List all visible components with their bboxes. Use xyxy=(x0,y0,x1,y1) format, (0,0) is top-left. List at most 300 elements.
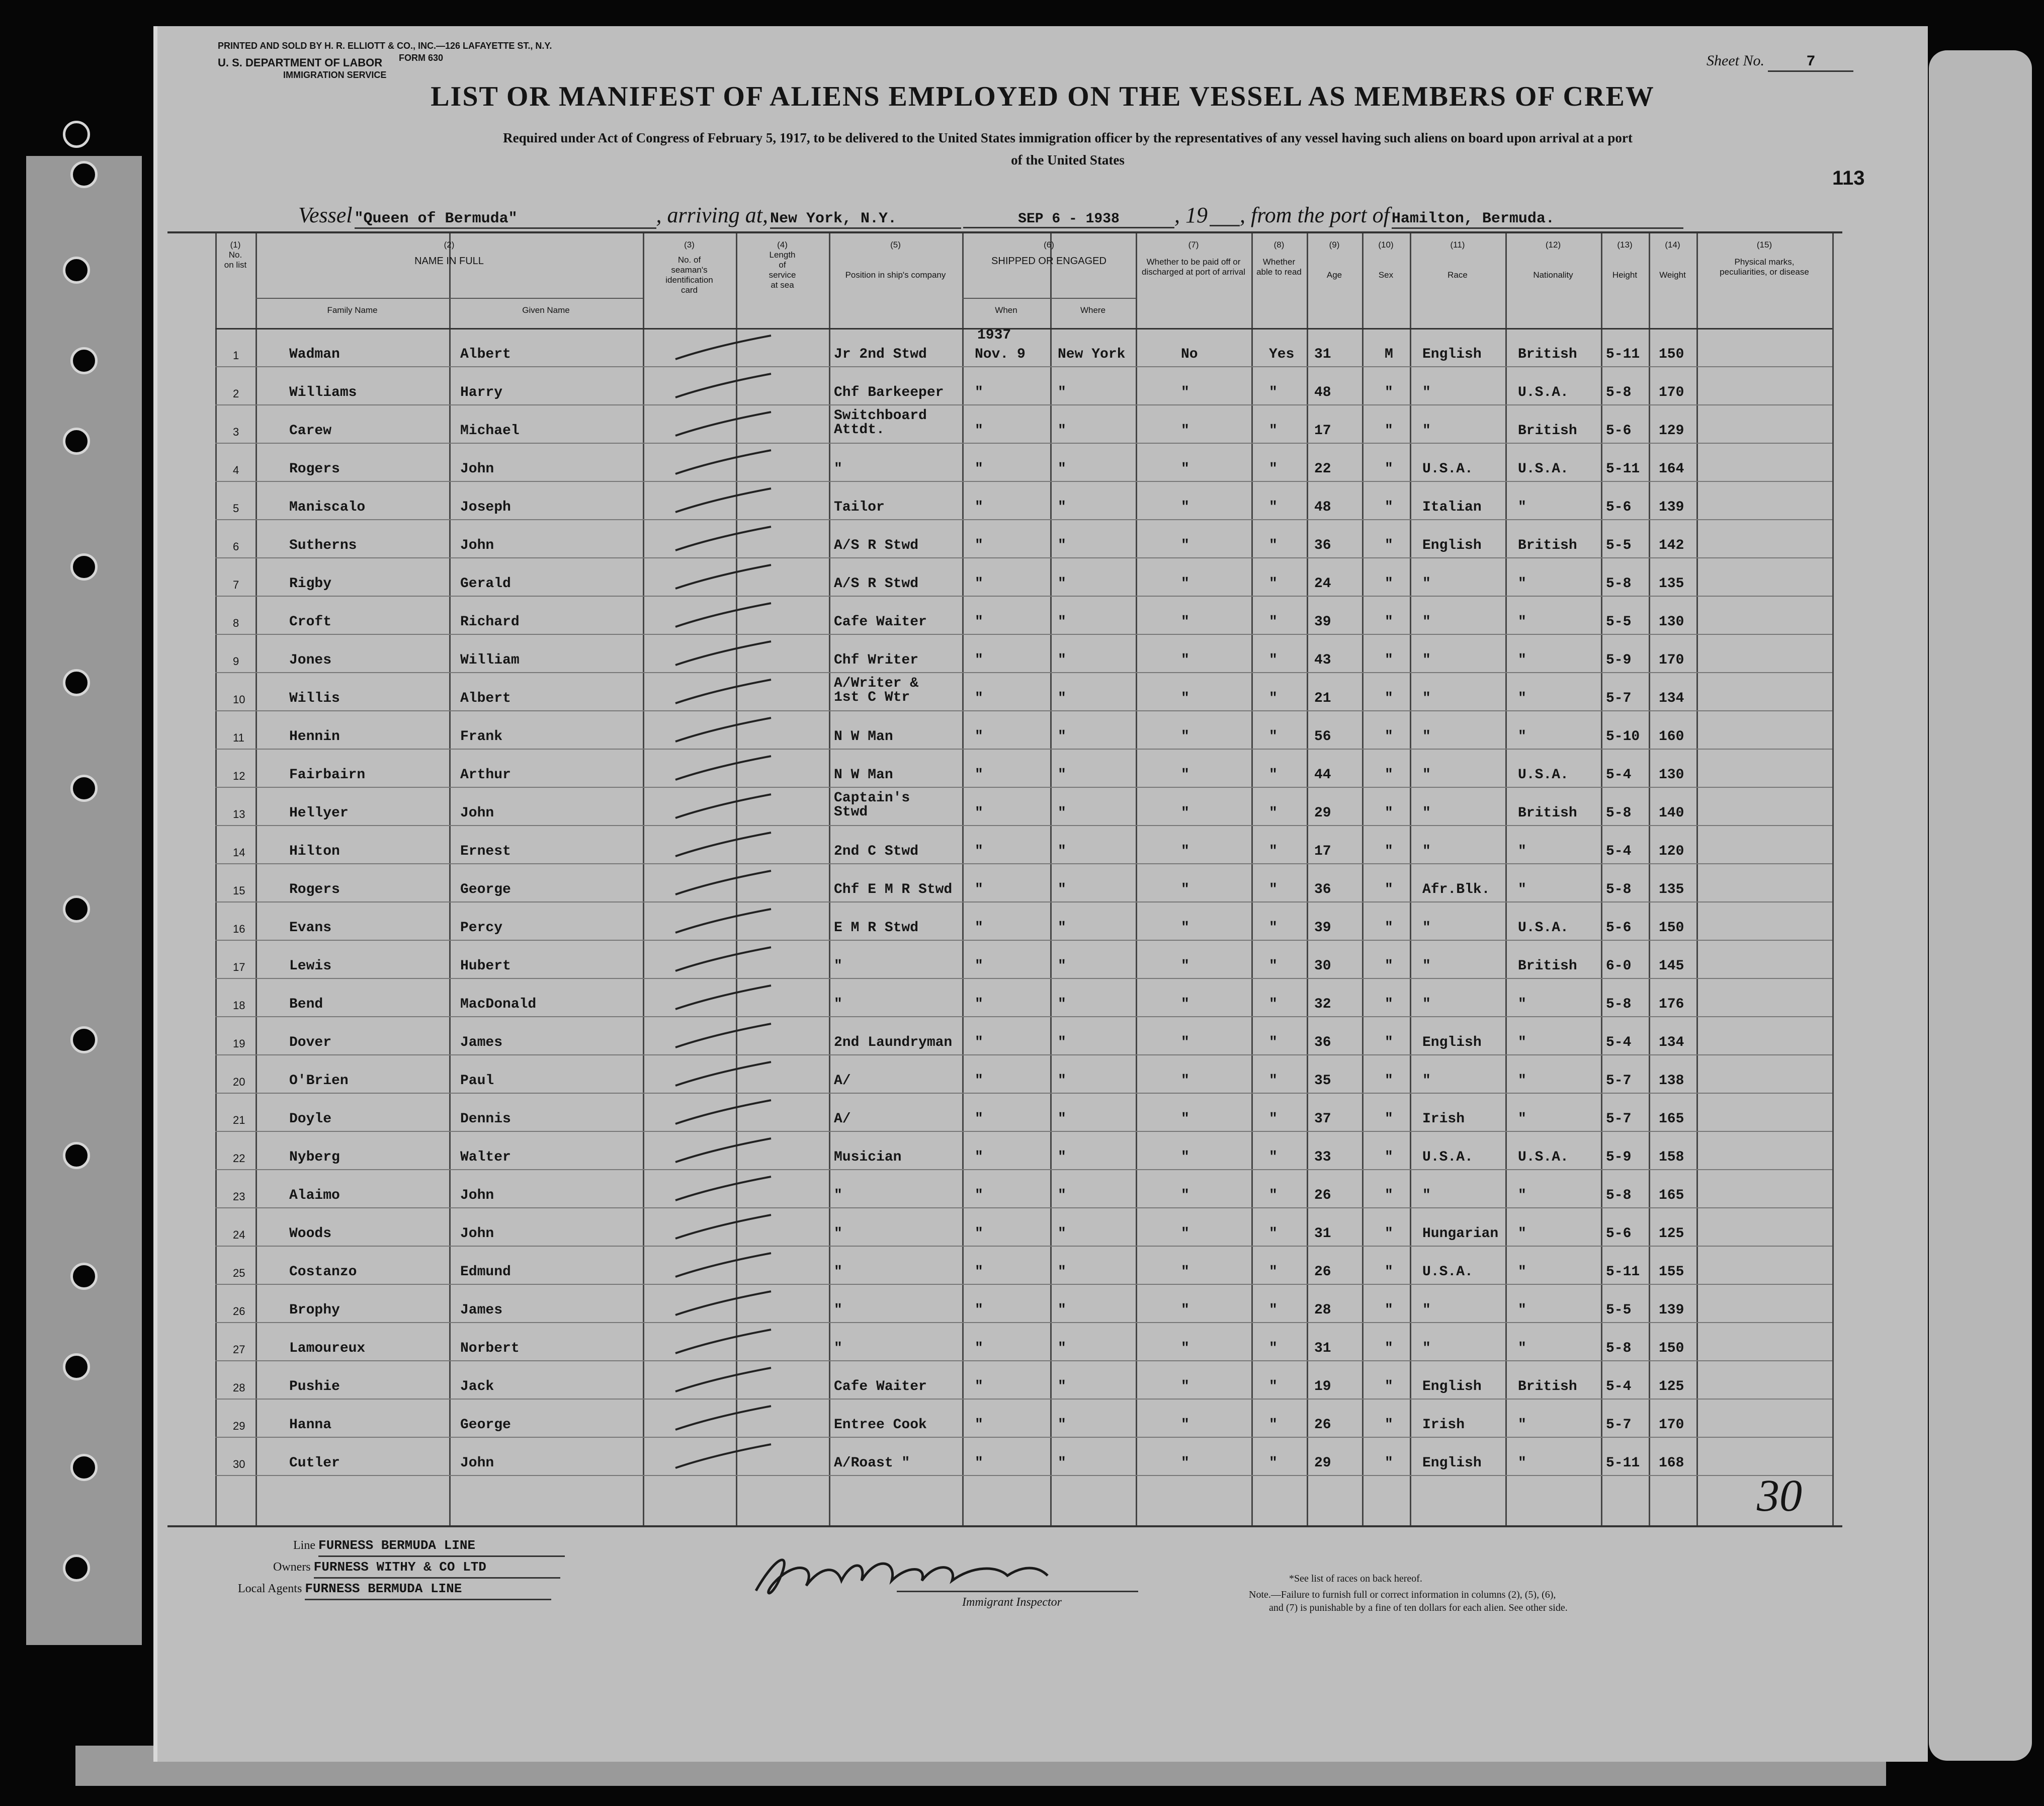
cell-family: O'Brien xyxy=(289,1073,349,1089)
cell-weight: 165 xyxy=(1659,1111,1684,1127)
cell-height: 5-8 xyxy=(1606,997,1632,1012)
cell-age: 33 xyxy=(1314,1150,1331,1165)
cell-given: Albert xyxy=(460,347,511,362)
cell-race: " xyxy=(1422,1073,1431,1089)
column-rule xyxy=(829,231,830,1525)
footer-labels xyxy=(228,1535,565,1600)
cell-age: 31 xyxy=(1314,1341,1331,1356)
column-rule xyxy=(1601,231,1602,1525)
cell-where: " xyxy=(1058,729,1066,745)
cell-nationality: British xyxy=(1518,423,1577,439)
cell-age: 37 xyxy=(1314,1111,1331,1127)
cell-where: " xyxy=(1058,1226,1066,1242)
cell-when: " xyxy=(975,805,983,821)
cell-sex: " xyxy=(1385,844,1393,859)
cell-height: 5-4 xyxy=(1606,1035,1632,1050)
cell-given: Dennis xyxy=(460,1111,511,1127)
cell-given: Michael xyxy=(460,423,520,439)
cell-paid: " xyxy=(1181,385,1189,400)
cell-position-line2: 1st C Wtr xyxy=(834,690,910,705)
cell-weight: 140 xyxy=(1659,805,1684,821)
id-card-check-mark xyxy=(670,983,776,1013)
cell-race: English xyxy=(1422,1035,1482,1050)
cell-where: " xyxy=(1058,423,1066,439)
col-header-name: (2) NAME IN FULL xyxy=(414,240,484,267)
column-rule xyxy=(1505,231,1507,1525)
cell-height: 5-6 xyxy=(1606,423,1632,439)
cell-given: John xyxy=(460,461,494,477)
cell-weight: 129 xyxy=(1659,423,1684,439)
cell-no: 19 xyxy=(233,1037,245,1050)
cell-age: 35 xyxy=(1314,1073,1331,1089)
cell-no: 10 xyxy=(233,693,245,706)
cell-paid: " xyxy=(1181,461,1189,477)
cell-read: " xyxy=(1269,1188,1278,1203)
cell-nationality: U.S.A. xyxy=(1518,385,1569,400)
cell-when: " xyxy=(975,882,983,897)
row-rule xyxy=(215,1169,1832,1170)
cell-sex: " xyxy=(1385,1417,1393,1433)
cell-position: 2nd Laundryman xyxy=(834,1035,953,1050)
cell-no: 26 xyxy=(233,1305,245,1318)
punch-hole xyxy=(63,121,90,148)
col-header-family-name: Family Name xyxy=(327,305,378,315)
cell-paid: " xyxy=(1181,1188,1189,1203)
cell-no: 6 xyxy=(233,540,239,553)
col-header-no: (1) No. on list xyxy=(224,240,247,270)
cell-where: " xyxy=(1058,997,1066,1012)
cell-weight: 145 xyxy=(1659,958,1684,974)
cell-nationality: British xyxy=(1518,958,1577,974)
cell-when: " xyxy=(975,958,983,974)
cell-family: Rogers xyxy=(289,461,340,477)
cell-sex: " xyxy=(1385,729,1393,745)
cell-given: Jack xyxy=(460,1379,494,1394)
cell-given: William xyxy=(460,652,520,668)
row-rule xyxy=(215,825,1832,826)
cell-where: " xyxy=(1058,1150,1066,1165)
cell-given: John xyxy=(460,1455,494,1471)
cell-paid: " xyxy=(1181,767,1189,783)
id-card-check-mark xyxy=(670,792,776,822)
cell-read: " xyxy=(1269,1379,1278,1394)
column-rule xyxy=(1362,231,1364,1525)
penalty-note: Note.—Failure to furnish full or correct information in columns (2), (5), (6), and (7) is punishable by a fine of ten dollars for each alien. See other side. xyxy=(1249,1589,1568,1613)
cell-family: Williams xyxy=(289,385,357,400)
cell-no: 30 xyxy=(233,1458,245,1470)
cell-read: " xyxy=(1269,423,1278,439)
cell-age: 39 xyxy=(1314,920,1331,936)
cell-age: 43 xyxy=(1314,652,1331,668)
col-header-shipped: (6) SHIPPED OR ENGAGED xyxy=(991,240,1106,267)
cell-nationality: " xyxy=(1518,997,1526,1012)
cell-race: " xyxy=(1422,1302,1431,1318)
cell-family: Dover xyxy=(289,1035,332,1050)
cell-sex: " xyxy=(1385,423,1393,439)
vessel-name: "Queen of Bermuda" xyxy=(355,210,656,229)
cell-age: 48 xyxy=(1314,500,1331,515)
cell-when: " xyxy=(975,1417,983,1433)
cell-race: Irish xyxy=(1422,1111,1465,1127)
cell-where: " xyxy=(1058,1264,1066,1280)
cell-race: " xyxy=(1422,844,1431,859)
cell-race: " xyxy=(1422,614,1431,630)
cell-weight: 165 xyxy=(1659,1188,1684,1203)
cell-age: 28 xyxy=(1314,1302,1331,1318)
cell-weight: 160 xyxy=(1659,729,1684,745)
cell-position: Tailor xyxy=(834,500,885,515)
punch-hole xyxy=(70,347,98,374)
id-card-check-mark xyxy=(670,448,776,478)
row-rule xyxy=(215,940,1832,941)
cell-position: Musician xyxy=(834,1150,902,1165)
row-rule xyxy=(215,978,1832,979)
cell-age: 36 xyxy=(1314,1035,1331,1050)
cell-family: Hilton xyxy=(289,844,340,859)
cell-read: " xyxy=(1269,805,1278,821)
cell-given: James xyxy=(460,1302,503,1318)
cell-where: " xyxy=(1058,805,1066,821)
cell-read: " xyxy=(1269,576,1278,592)
cell-when: " xyxy=(975,1073,983,1089)
cell-read: " xyxy=(1269,1150,1278,1165)
cell-when: " xyxy=(975,423,983,439)
cell-age: 24 xyxy=(1314,576,1331,592)
cell-no: 29 xyxy=(233,1420,245,1432)
cell-nationality: " xyxy=(1518,1188,1526,1203)
id-card-check-mark xyxy=(670,868,776,898)
cell-paid: " xyxy=(1181,423,1189,439)
cell-given: George xyxy=(460,1417,511,1433)
cell-when: " xyxy=(975,1379,983,1394)
cell-paid: " xyxy=(1181,652,1189,668)
cell-position: N W Man xyxy=(834,767,893,783)
cell-read: " xyxy=(1269,997,1278,1012)
cell-sex: " xyxy=(1385,1264,1393,1280)
row-rule xyxy=(215,787,1832,788)
cell-race: " xyxy=(1422,805,1431,821)
cell-nationality: " xyxy=(1518,844,1526,859)
cell-age: 36 xyxy=(1314,538,1331,553)
cell-sex: " xyxy=(1385,691,1393,706)
cell-height: 5-6 xyxy=(1606,1226,1632,1242)
cell-paid: " xyxy=(1181,1111,1189,1127)
cell-weight: 134 xyxy=(1659,1035,1684,1050)
cell-weight: 150 xyxy=(1659,920,1684,936)
cell-race: English xyxy=(1422,1379,1482,1394)
cell-sex: " xyxy=(1385,576,1393,592)
department-label: U. S. DEPARTMENT OF LABOR xyxy=(218,56,383,69)
cell-position: E M R Stwd xyxy=(834,920,919,936)
cell-position: " xyxy=(834,958,842,974)
cell-sex: " xyxy=(1385,1073,1393,1089)
id-card-check-mark xyxy=(670,1098,776,1128)
cell-age: 29 xyxy=(1314,805,1331,821)
cell-age: 36 xyxy=(1314,882,1331,897)
cell-nationality: " xyxy=(1518,1341,1526,1356)
id-card-check-mark xyxy=(670,409,776,440)
cell-read: " xyxy=(1269,385,1278,400)
cell-family: Fairbairn xyxy=(289,767,366,783)
cell-when: " xyxy=(975,1188,983,1203)
owners-value: FURNESS WITHY & CO LTD xyxy=(314,1557,560,1579)
cell-weight: 125 xyxy=(1659,1226,1684,1242)
cell-nationality: U.S.A. xyxy=(1518,1150,1569,1165)
cell-read: " xyxy=(1269,844,1278,859)
column-rule xyxy=(643,231,644,1525)
cell-age: 44 xyxy=(1314,767,1331,783)
punch-hole xyxy=(63,428,90,455)
cell-age: 26 xyxy=(1314,1264,1331,1280)
cell-paid: " xyxy=(1181,1264,1189,1280)
cell-weight: 130 xyxy=(1659,767,1684,783)
id-card-check-mark xyxy=(670,754,776,784)
cell-race: " xyxy=(1422,1341,1431,1356)
inspector-label: Immigrant Inspector xyxy=(962,1596,1062,1609)
cell-weight: 168 xyxy=(1659,1455,1684,1471)
cell-age: 19 xyxy=(1314,1379,1331,1394)
cell-sex: " xyxy=(1385,767,1393,783)
sheet-number-label: Sheet No. 7 xyxy=(1707,52,1853,72)
cell-height: 5-11 xyxy=(1606,461,1640,477)
cell-race: " xyxy=(1422,1188,1431,1203)
cell-where: " xyxy=(1058,538,1066,553)
page-number: 113 xyxy=(1832,167,1865,189)
cell-given: Frank xyxy=(460,729,503,745)
cell-height: 5-7 xyxy=(1606,1111,1632,1127)
cell-weight: 139 xyxy=(1659,1302,1684,1318)
cell-nationality: " xyxy=(1518,500,1526,515)
col-header-position: (5) Position in ship's company xyxy=(845,240,946,280)
cell-family: Evans xyxy=(289,920,332,936)
cell-no: 17 xyxy=(233,961,245,973)
cell-position: Cafe Waiter xyxy=(834,614,927,630)
cell-read: " xyxy=(1269,538,1278,553)
row-rule xyxy=(215,749,1832,750)
cell-paid: " xyxy=(1181,1455,1189,1471)
cell-nationality: " xyxy=(1518,1264,1526,1280)
id-card-check-mark xyxy=(670,1442,776,1472)
cell-age: 21 xyxy=(1314,691,1331,706)
column-rule xyxy=(1410,231,1411,1525)
column-rule xyxy=(1136,231,1137,1525)
cell-where: " xyxy=(1058,576,1066,592)
cell-read: " xyxy=(1269,461,1278,477)
cell-no: 23 xyxy=(233,1190,245,1203)
cell-when: " xyxy=(975,691,983,706)
cell-position: Chf E M R Stwd xyxy=(834,882,953,897)
cell-given: Harry xyxy=(460,385,503,400)
row-rule xyxy=(215,404,1832,405)
id-card-check-mark xyxy=(670,907,776,937)
cell-position: Entree Cook xyxy=(834,1417,927,1433)
cell-position: A/S R Stwd xyxy=(834,538,919,553)
cell-no: 13 xyxy=(233,808,245,820)
agents-label: Local Agents xyxy=(238,1582,302,1595)
punch-hole xyxy=(63,257,90,284)
cell-race: Hungarian xyxy=(1422,1226,1499,1242)
column-rule xyxy=(1649,231,1650,1525)
cell-paid: " xyxy=(1181,500,1189,515)
cell-given: Percy xyxy=(460,920,503,936)
cell-where: " xyxy=(1058,767,1066,783)
cell-age: 26 xyxy=(1314,1417,1331,1433)
cell-paid: " xyxy=(1181,1073,1189,1089)
cell-weight: 150 xyxy=(1659,347,1684,362)
cell-where: " xyxy=(1058,1073,1066,1089)
cell-when: " xyxy=(975,920,983,936)
cell-nationality: British xyxy=(1518,347,1577,362)
cell-when: " xyxy=(975,652,983,668)
cell-nationality: " xyxy=(1518,1111,1526,1127)
cell-position: " xyxy=(834,1188,842,1203)
cell-height: 5-8 xyxy=(1606,882,1632,897)
cell-position: " xyxy=(834,461,842,477)
cell-sex: " xyxy=(1385,1111,1393,1127)
cell-paid: " xyxy=(1181,997,1189,1012)
cell-read: " xyxy=(1269,767,1278,783)
cell-age: 17 xyxy=(1314,423,1331,439)
cell-no: 8 xyxy=(233,617,239,629)
cell-race: English xyxy=(1422,538,1482,553)
id-card-check-mark xyxy=(670,524,776,554)
cell-sex: " xyxy=(1385,882,1393,897)
column-rule xyxy=(1832,231,1834,1525)
cell-where: " xyxy=(1058,1188,1066,1203)
cell-weight: 139 xyxy=(1659,500,1684,515)
cell-sex: " xyxy=(1385,652,1393,668)
cell-family: Pushie xyxy=(289,1379,340,1394)
cell-race: " xyxy=(1422,691,1431,706)
cell-sex: M xyxy=(1385,347,1393,362)
cell-when: " xyxy=(975,461,983,477)
cell-when: " xyxy=(975,1264,983,1280)
col-header-nationality: (12) Nationality xyxy=(1533,240,1573,280)
cell-no: 20 xyxy=(233,1076,245,1088)
col-header-when: When xyxy=(995,305,1017,315)
cell-weight: 170 xyxy=(1659,385,1684,400)
row-rule xyxy=(215,1360,1832,1361)
cell-age: 30 xyxy=(1314,958,1331,974)
cell-no: 24 xyxy=(233,1228,245,1241)
cell-paid: " xyxy=(1181,844,1189,859)
cell-where: " xyxy=(1058,385,1066,400)
cell-race: " xyxy=(1422,652,1431,668)
cell-height: 5-4 xyxy=(1606,1379,1632,1394)
cell-family: Willis xyxy=(289,691,340,706)
cell-given: Norbert xyxy=(460,1341,520,1356)
cell-height: 5-5 xyxy=(1606,1302,1632,1318)
cell-given: Paul xyxy=(460,1073,494,1089)
cell-age: 39 xyxy=(1314,614,1331,630)
cell-when: " xyxy=(975,844,983,859)
cell-family: Hanna xyxy=(289,1417,332,1433)
departure-port: Hamilton, Bermuda. xyxy=(1392,210,1683,229)
cell-race: " xyxy=(1422,385,1431,400)
col-header-read: (8) Whether able to read xyxy=(1256,240,1302,277)
printer-line: PRINTED AND SOLD BY H. R. ELLIOTT & CO., INC.—126 LAFAYETTE ST., N.Y. xyxy=(218,41,552,51)
row-rule xyxy=(215,481,1832,482)
cell-family: Sutherns xyxy=(289,538,357,553)
shipped-subheader-rule xyxy=(962,298,1136,299)
cell-age: 56 xyxy=(1314,729,1331,745)
cell-read: " xyxy=(1269,729,1278,745)
cell-read: " xyxy=(1269,1264,1278,1280)
col-header-sex: (10) Sex xyxy=(1378,240,1394,280)
cell-no: 2 xyxy=(233,387,239,400)
cell-no: 18 xyxy=(233,999,245,1012)
cell-paid: " xyxy=(1181,691,1189,706)
cell-when: " xyxy=(975,1341,983,1356)
cell-height: 5-7 xyxy=(1606,1073,1632,1089)
cell-when: " xyxy=(975,1035,983,1050)
cell-position: A/ xyxy=(834,1073,851,1089)
cell-weight: 130 xyxy=(1659,614,1684,630)
cell-no: 5 xyxy=(233,502,239,515)
races-note: *See list of races on back hereof. xyxy=(1289,1573,1422,1584)
arriving-label: , arriving at, xyxy=(656,203,768,227)
name-subheader-rule xyxy=(256,298,643,299)
line-value: FURNESS BERMUDA LINE xyxy=(318,1535,565,1557)
cell-nationality: " xyxy=(1518,729,1526,745)
cell-family: Hennin xyxy=(289,729,340,745)
row-rule xyxy=(215,1399,1832,1400)
cell-family: Hellyer xyxy=(289,805,349,821)
cell-weight: 142 xyxy=(1659,538,1684,553)
cell-sex: " xyxy=(1385,1341,1393,1356)
cell-read: " xyxy=(1269,1341,1278,1356)
cell-read: " xyxy=(1269,1111,1278,1127)
row-rule xyxy=(215,1093,1832,1094)
from-port-label: , from the port of xyxy=(1239,203,1390,227)
col-header-physical-marks: (15) Physical marks, peculiarities, or disease xyxy=(1720,240,1809,277)
cell-read: " xyxy=(1269,882,1278,897)
cell-position: Chf Writer xyxy=(834,652,919,668)
cell-weight: 150 xyxy=(1659,1341,1684,1356)
cell-no: 16 xyxy=(233,923,245,935)
cell-height: 6-0 xyxy=(1606,958,1632,974)
cell-no: 12 xyxy=(233,770,245,782)
cell-read: " xyxy=(1269,614,1278,630)
cell-paid: " xyxy=(1181,920,1189,936)
cell-family: Lewis xyxy=(289,958,332,974)
id-card-check-mark xyxy=(670,1327,776,1357)
id-card-check-mark xyxy=(670,1404,776,1434)
cell-race: " xyxy=(1422,423,1431,439)
cell-nationality: " xyxy=(1518,1455,1526,1471)
column-rule xyxy=(1251,231,1253,1525)
row-rule xyxy=(215,901,1832,902)
column-rule xyxy=(1307,231,1308,1525)
cell-weight: 170 xyxy=(1659,652,1684,668)
row-rule xyxy=(215,634,1832,635)
cell-paid: " xyxy=(1181,1302,1189,1318)
cell-family: Carew xyxy=(289,423,332,439)
row-rule xyxy=(215,443,1832,444)
col-header-id-card: (3) No. of seaman's identification card xyxy=(665,240,713,295)
cell-age: 26 xyxy=(1314,1188,1331,1203)
table-bottom-rule xyxy=(167,1525,1842,1527)
cell-sex: " xyxy=(1385,1150,1393,1165)
id-card-check-mark xyxy=(670,830,776,860)
cell-no: 21 xyxy=(233,1114,245,1126)
punch-hole xyxy=(63,669,90,696)
adjacent-page xyxy=(1929,50,2032,1761)
row-rule xyxy=(215,1284,1832,1285)
row-rule xyxy=(215,1207,1832,1208)
cell-where: " xyxy=(1058,1455,1066,1471)
cell-read: " xyxy=(1269,958,1278,974)
